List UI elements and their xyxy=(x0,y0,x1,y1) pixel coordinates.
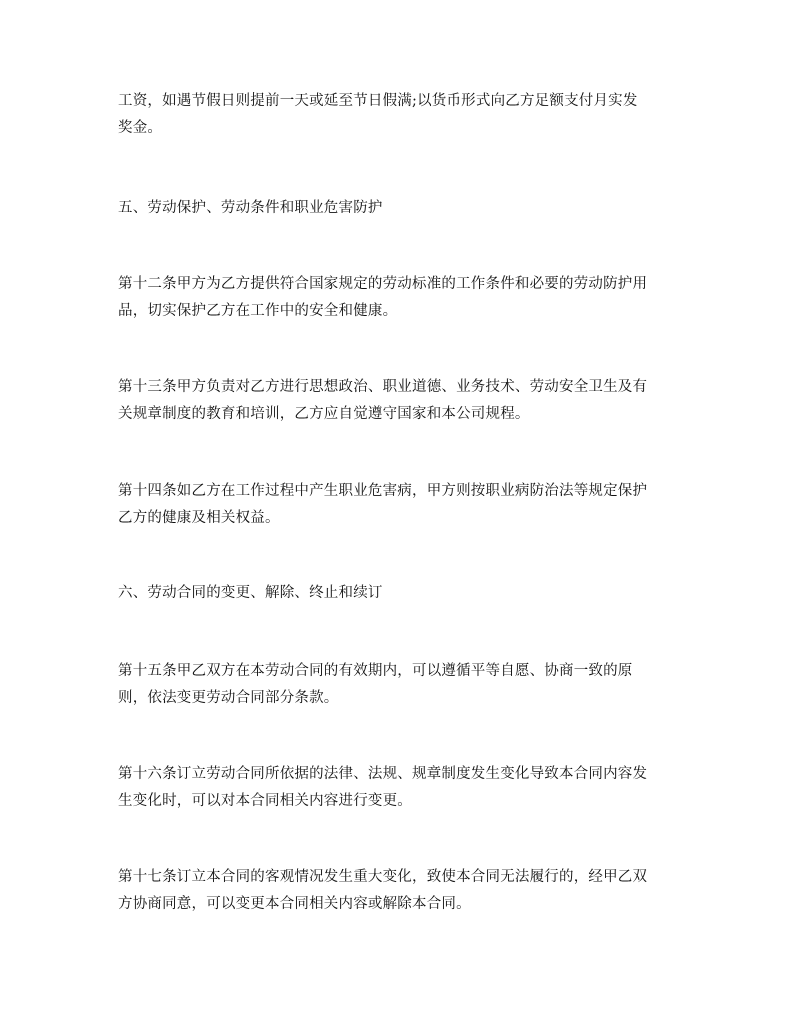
text-line: 第十四条如乙方在工作过程中产生职业危害病，甲方则按职业病防治法等规定保护 xyxy=(118,483,648,499)
text-line: 奖金。 xyxy=(118,120,163,136)
text-line: 方协商同意，可以变更本合同相关内容或解除本合同。 xyxy=(118,896,471,912)
article-17 xyxy=(118,864,678,918)
heading-text: 六、劳动合同的变更、解除、终止和续订 xyxy=(118,585,383,601)
text-line: 则，依法变更劳动合同部分条款。 xyxy=(118,690,339,706)
paragraph-wage-payment xyxy=(118,88,678,142)
article-12 xyxy=(118,271,678,325)
article-14 xyxy=(118,478,678,532)
text-line: 品，切实保护乙方在工作中的安全和健康。 xyxy=(118,303,398,319)
text-line: 关规章制度的教育和培训，乙方应自觉遵守国家和本公司规程。 xyxy=(118,406,530,422)
text-line: 第十五条甲乙双方在本劳动合同的有效期内，可以遵循平等自愿、协商一致的原 xyxy=(118,663,633,679)
section-heading-contract-changes xyxy=(118,580,678,607)
article-16 xyxy=(118,761,678,815)
text-line: 第十六条订立劳动合同所依据的法律、法规、规章制度发生变化导致本合同内容发 xyxy=(118,766,648,782)
article-13 xyxy=(118,374,678,428)
text-line: 乙方的健康及相关权益。 xyxy=(118,510,280,526)
heading-text: 五、劳动保护、劳动条件和职业危害防护 xyxy=(118,200,383,216)
text-line: 第十三条甲方负责对乙方进行思想政治、职业道德、业务技术、劳动安全卫生及有 xyxy=(118,379,648,395)
text-line: 第十二条甲方为乙方提供符合国家规定的劳动标准的工作条件和必要的劳动防护用 xyxy=(118,276,648,292)
section-heading-labor-protection xyxy=(118,195,678,222)
text-line: 生变化时，可以对本合同相关内容进行变更。 xyxy=(118,793,412,809)
article-15 xyxy=(118,658,678,712)
text-line: 第十七条订立本合同的客观情况发生重大变化，致使本合同无法履行的，经甲乙双 xyxy=(118,869,648,885)
text-line: 工资，如遇节假日则提前一天或延至节日假满;以货币形式向乙方足额支付月实发 xyxy=(118,93,638,109)
